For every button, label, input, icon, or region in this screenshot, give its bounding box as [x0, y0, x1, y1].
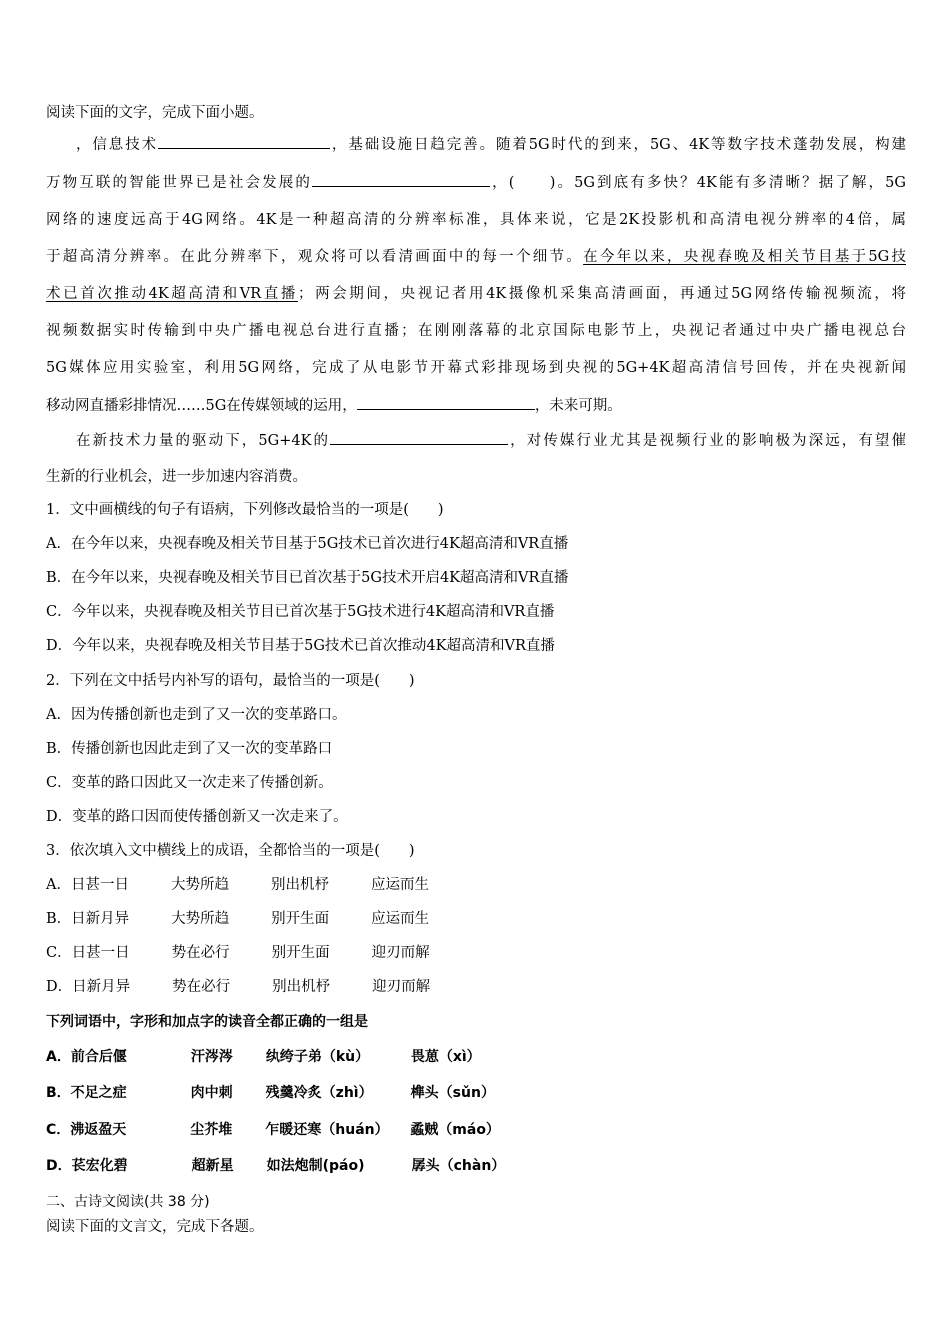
passage-line-3: 网络的速度远高于4G网络。4K是一种超高清的分辨率标准，具体来说，它是2K投影机和高清电视分辨率的4倍，属: [46, 212, 906, 228]
question-1-option-c: C．今年以来，央视春晚及相关节目已首次基于5G技术进行4K超高清和VR直播: [46, 604, 555, 620]
idiom: 迎刃而解: [371, 945, 430, 961]
idiom: 日新月异: [72, 979, 131, 995]
passage-line-1: [46, 132, 906, 158]
idiom: 势在必行: [172, 979, 231, 995]
question-3-stem: 3．依次填入文中横线上的成语，全都恰当的一项是( ): [46, 843, 415, 859]
option-label: D．: [46, 1158, 72, 1174]
option-label: B．: [46, 1085, 71, 1101]
passage-text: 万物互联的智能世界已是社会发展的: [46, 175, 312, 191]
word: 苌宏化碧: [71, 1158, 128, 1174]
idiom: 大势所趋: [171, 911, 230, 927]
underlined-sentence: 术已首次推动4K超高清和VR直播: [46, 286, 298, 302]
section-2-instruction: 阅读下面的文言文，完成下各题。: [46, 1219, 264, 1235]
idiom: 大势所趋: [170, 877, 229, 893]
option-label: C．: [46, 1122, 71, 1138]
passage-line-8: [46, 393, 906, 419]
underlined-sentence: 在今年以来，央视春晚及相关节目基于5G技: [583, 249, 906, 265]
idiom: 势在必行: [171, 945, 230, 961]
question-1-option-b: B．在今年以来，央视春晚及相关节目已首次基于5G技术开启4K超高清和VR直播: [46, 570, 569, 586]
question-3-option-c: [46, 940, 906, 966]
option-label: A．: [46, 877, 71, 893]
question-1-option-d: D．今年以来，央视春晚及相关节目基于5G技术已首次推动4K超高清和VR直播: [46, 638, 555, 654]
question-4-option-d: [46, 1153, 906, 1179]
word: 蟊贼（máo）: [410, 1122, 500, 1138]
passage-line-10: 生新的行业机会，进一步加速内容消费。: [46, 469, 307, 485]
question-4-option-c: [46, 1117, 906, 1143]
word: 超新星: [191, 1158, 234, 1174]
word: 孱头（chàn）: [411, 1158, 506, 1174]
question-1-option-a: A．在今年以来，央视春晚及相关节目基于5G技术已首次进行4K超高清和VR直播: [46, 536, 569, 552]
fill-blank-3: [357, 393, 535, 410]
fill-blank-4: [330, 428, 508, 445]
option-label: A．: [46, 1049, 71, 1065]
passage-text: ，基础设施日趋完善。随着5G时代的到来，5G、4K等数字技术蓬勃发展，构建: [330, 137, 906, 153]
passage-line-9: [46, 428, 906, 454]
passage-line-7: 5G媒体应用实验室，利用5G网络，完成了从电影节开幕式彩排现场到央视的5G+4K超高清信号回传，并在央视新闻: [46, 360, 906, 376]
word: 如法炮制(páo): [266, 1158, 365, 1174]
question-2-option-d: D．变革的路口因而使传播创新又一次走来了。: [46, 809, 348, 825]
word: 前合后偃: [70, 1049, 127, 1065]
idiom: 日甚一日: [70, 877, 129, 893]
idiom: 别出机杼: [270, 877, 329, 893]
word: 榫头（sǔn）: [410, 1085, 495, 1101]
idiom: 日新月异: [71, 911, 130, 927]
question-3-option-a: [46, 872, 906, 898]
option-label: C．: [46, 945, 72, 961]
word: 汗涔涔: [190, 1049, 233, 1065]
idiom: 应运而生: [370, 877, 429, 893]
question-2-option-b: B．传播创新也因此走到了又一次的变革路口: [46, 741, 333, 757]
idiom: 别出机杼: [272, 979, 331, 995]
question-4-stem: 下列词语中，字形和加点字的读音全都正确的一组是: [46, 1014, 368, 1030]
idiom: 别开生面: [271, 945, 330, 961]
passage-line-2: [46, 170, 906, 196]
word: 纨绔子弟（kù）: [265, 1049, 370, 1065]
passage-text: 移动网直播彩排情况……5G在传媒领域的运用，: [46, 398, 357, 414]
passage-text: ，信息技术: [76, 137, 159, 153]
fill-blank-2: [312, 170, 490, 187]
question-1-stem: 1．文中画横线的句子有语病，下列修改最恰当的一项是( ): [46, 502, 444, 518]
passage-text: ，对传媒行业尤其是视频行业的影响极为深远，有望催: [508, 433, 906, 449]
passage-text: ，( )。5G到底有多快？4K能有多清晰？据了解，5G: [489, 175, 906, 191]
word: 乍暖还寒（huán）: [265, 1122, 389, 1138]
idiom: 日甚一日: [71, 945, 130, 961]
passage-text: 在新技术力量的驱动下，5G+4K的: [76, 433, 331, 449]
word: 畏葸（xì）: [410, 1049, 481, 1065]
passage-text: 于超高清分辨率。在此分辨率下，观众将可以看清画面中的每一个细节。: [46, 249, 584, 265]
passage-line-4: [46, 244, 906, 270]
question-3-option-d: [46, 974, 906, 1000]
passage-text: ；两会期间，央视记者用4K摄像机采集高清画面，再通过5G网络传输视频流，将: [297, 286, 906, 302]
option-label: B．: [46, 911, 72, 927]
passage-text: ，未来可期。: [534, 398, 622, 414]
word: 沸返盈天: [70, 1122, 127, 1138]
question-2-stem: 2．下列在文中括号内补写的语句，最恰当的一项是( ): [46, 673, 415, 689]
question-2-option-c: C．变革的路口因此又一次走来了传播创新。: [46, 775, 333, 791]
word: 肉中刺: [190, 1085, 233, 1101]
reading-instruction: 阅读下面的文字，完成下面小题。: [46, 105, 264, 121]
question-2-option-a: A．因为传播创新也走到了又一次的变革路口。: [46, 707, 347, 723]
word: 不足之症: [70, 1085, 127, 1101]
passage-line-6: 视频数据实时传输到中央广播电视总台进行直播；在刚刚落幕的北京国际电影节上，央视记者通过中央广播电视总台: [46, 323, 906, 339]
question-3-option-b: [46, 906, 906, 932]
question-4-option-b: [46, 1080, 906, 1106]
word: 尘芥堆: [190, 1122, 233, 1138]
idiom: 应运而生: [371, 911, 430, 927]
idiom: 别开生面: [271, 911, 330, 927]
passage-line-5: [46, 281, 906, 307]
question-4-option-a: [46, 1044, 906, 1070]
fill-blank-1: [158, 132, 330, 149]
idiom: 迎刃而解: [372, 979, 431, 995]
option-label: D．: [46, 979, 73, 995]
section-2-heading: 二、古诗文阅读(共 38 分): [46, 1194, 210, 1210]
word: 残羹冷炙（zhì）: [265, 1085, 373, 1101]
